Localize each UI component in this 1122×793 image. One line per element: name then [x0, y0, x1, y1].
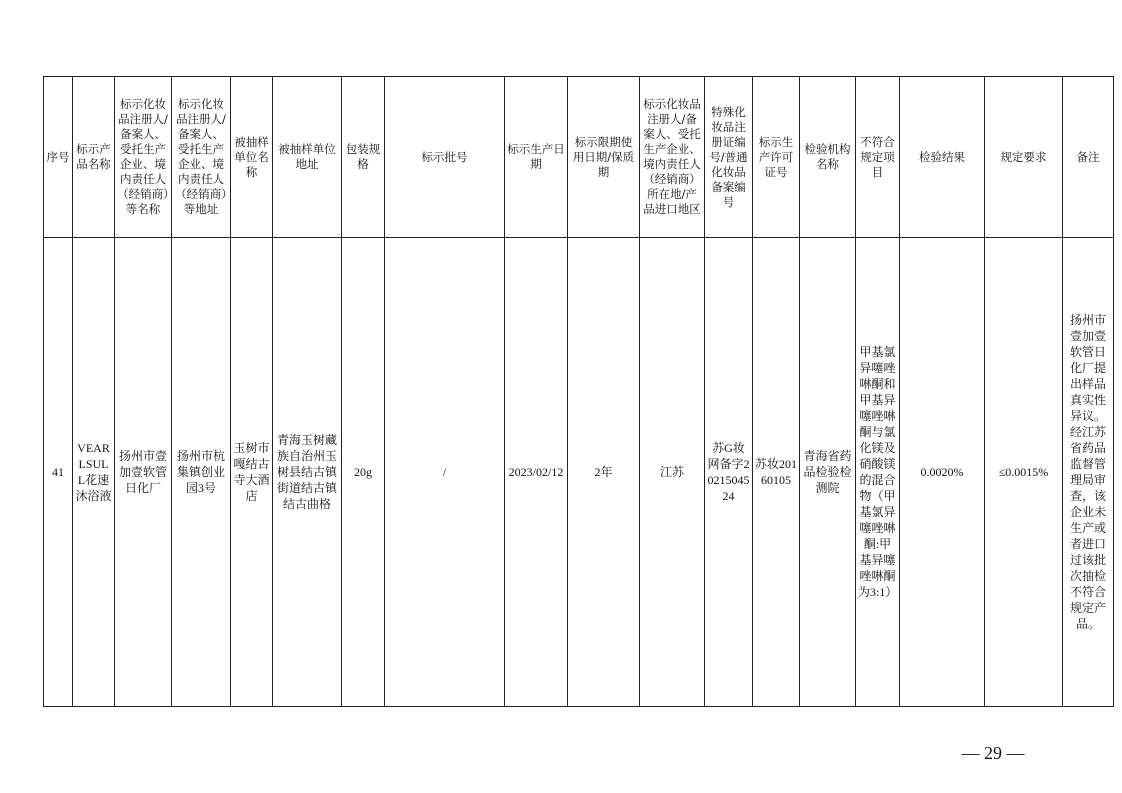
cell-registrant-name: 扬州市壹加壹软管日化厂 — [115, 238, 172, 707]
table-header-row — [44, 77, 1114, 238]
cell-sampled-unit-name: 玉树市嘎结古寺大酒店 — [231, 238, 273, 707]
header-batch-number: 标示批号 — [385, 77, 505, 238]
cell-testing-institution: 青海省药品检验检测院 — [800, 238, 856, 707]
cell-sampled-unit-address: 青海玉树藏族自治州玉树县结古镇街道结古镇结古曲格 — [273, 238, 342, 707]
cell-location: 江苏 — [640, 238, 705, 707]
page-number: — 29 — — [961, 743, 1025, 763]
cell-registrant-address: 扬州市杭集镇创业园3号 — [172, 238, 231, 707]
header-expiry: 标示限期使用日期/保质期 — [568, 77, 640, 238]
cell-requirement: ≤0.0015% — [985, 238, 1063, 707]
header-registrant-name: 标示化妆品注册人/备案人、受托生产企业、境内责任人（经销商）等名称 — [115, 77, 172, 238]
header-sampled-unit-address: 被抽样单位地址 — [273, 77, 342, 238]
header-testing-institution: 检验机构名称 — [800, 77, 856, 238]
cell-license-number: 苏妆20160105 — [753, 238, 800, 707]
header-product-name: 标示产品名称 — [73, 77, 115, 238]
header-registration-code: 特殊化妆品注册证编号/普通化妆品备案编号 — [705, 77, 753, 238]
header-production-date: 标示生产日期 — [505, 77, 568, 238]
cell-package-spec: 20g — [342, 238, 385, 707]
header-remarks: 备注 — [1063, 77, 1114, 238]
cell-expiry: 2年 — [568, 238, 640, 707]
cell-product-name: VEARLSULL花速沐浴液 — [73, 238, 115, 707]
header-location: 标示化妆品注册人/备案人、受托生产企业、境内责任人（经销商）所在地/产品进口地区 — [640, 77, 705, 238]
inspection-results-table — [43, 76, 1114, 707]
header-serial-number: 序号 — [44, 77, 73, 238]
header-nonconforming-item: 不符合规定项目 — [856, 77, 900, 238]
table-row — [44, 238, 1114, 707]
header-requirement: 规定要求 — [985, 77, 1063, 238]
cell-nonconforming-item: 甲基氯异噻唑啉酮和甲基异噻唑啉酮与氯化镁及硝酸镁的混合物（甲基氯异噻唑啉酮:甲基异噻唑啉酮为3:1） — [856, 238, 900, 707]
header-license-number: 标示生产许可证号 — [753, 77, 800, 238]
cell-remarks: 扬州市壹加壹软管日化厂提出样品真实性异议。经江苏省药品监督管理局审查，该企业未生产或者进口过该批次抽检不符合规定产品。 — [1063, 238, 1114, 707]
cell-batch-number: / — [385, 238, 505, 707]
cell-serial-number: 41 — [44, 238, 73, 707]
cell-production-date: 2023/02/12 — [505, 238, 568, 707]
header-test-result: 检验结果 — [900, 77, 985, 238]
cell-test-result: 0.0020% — [900, 238, 985, 707]
header-package-spec: 包装规格 — [342, 77, 385, 238]
header-registrant-address: 标示化妆品注册人/备案人、受托生产企业、境内责任人（经销商）等地址 — [172, 77, 231, 238]
header-sampled-unit-name: 被抽样单位名称 — [231, 77, 273, 238]
cell-registration-code: 苏G妆网备字2021504524 — [705, 238, 753, 707]
